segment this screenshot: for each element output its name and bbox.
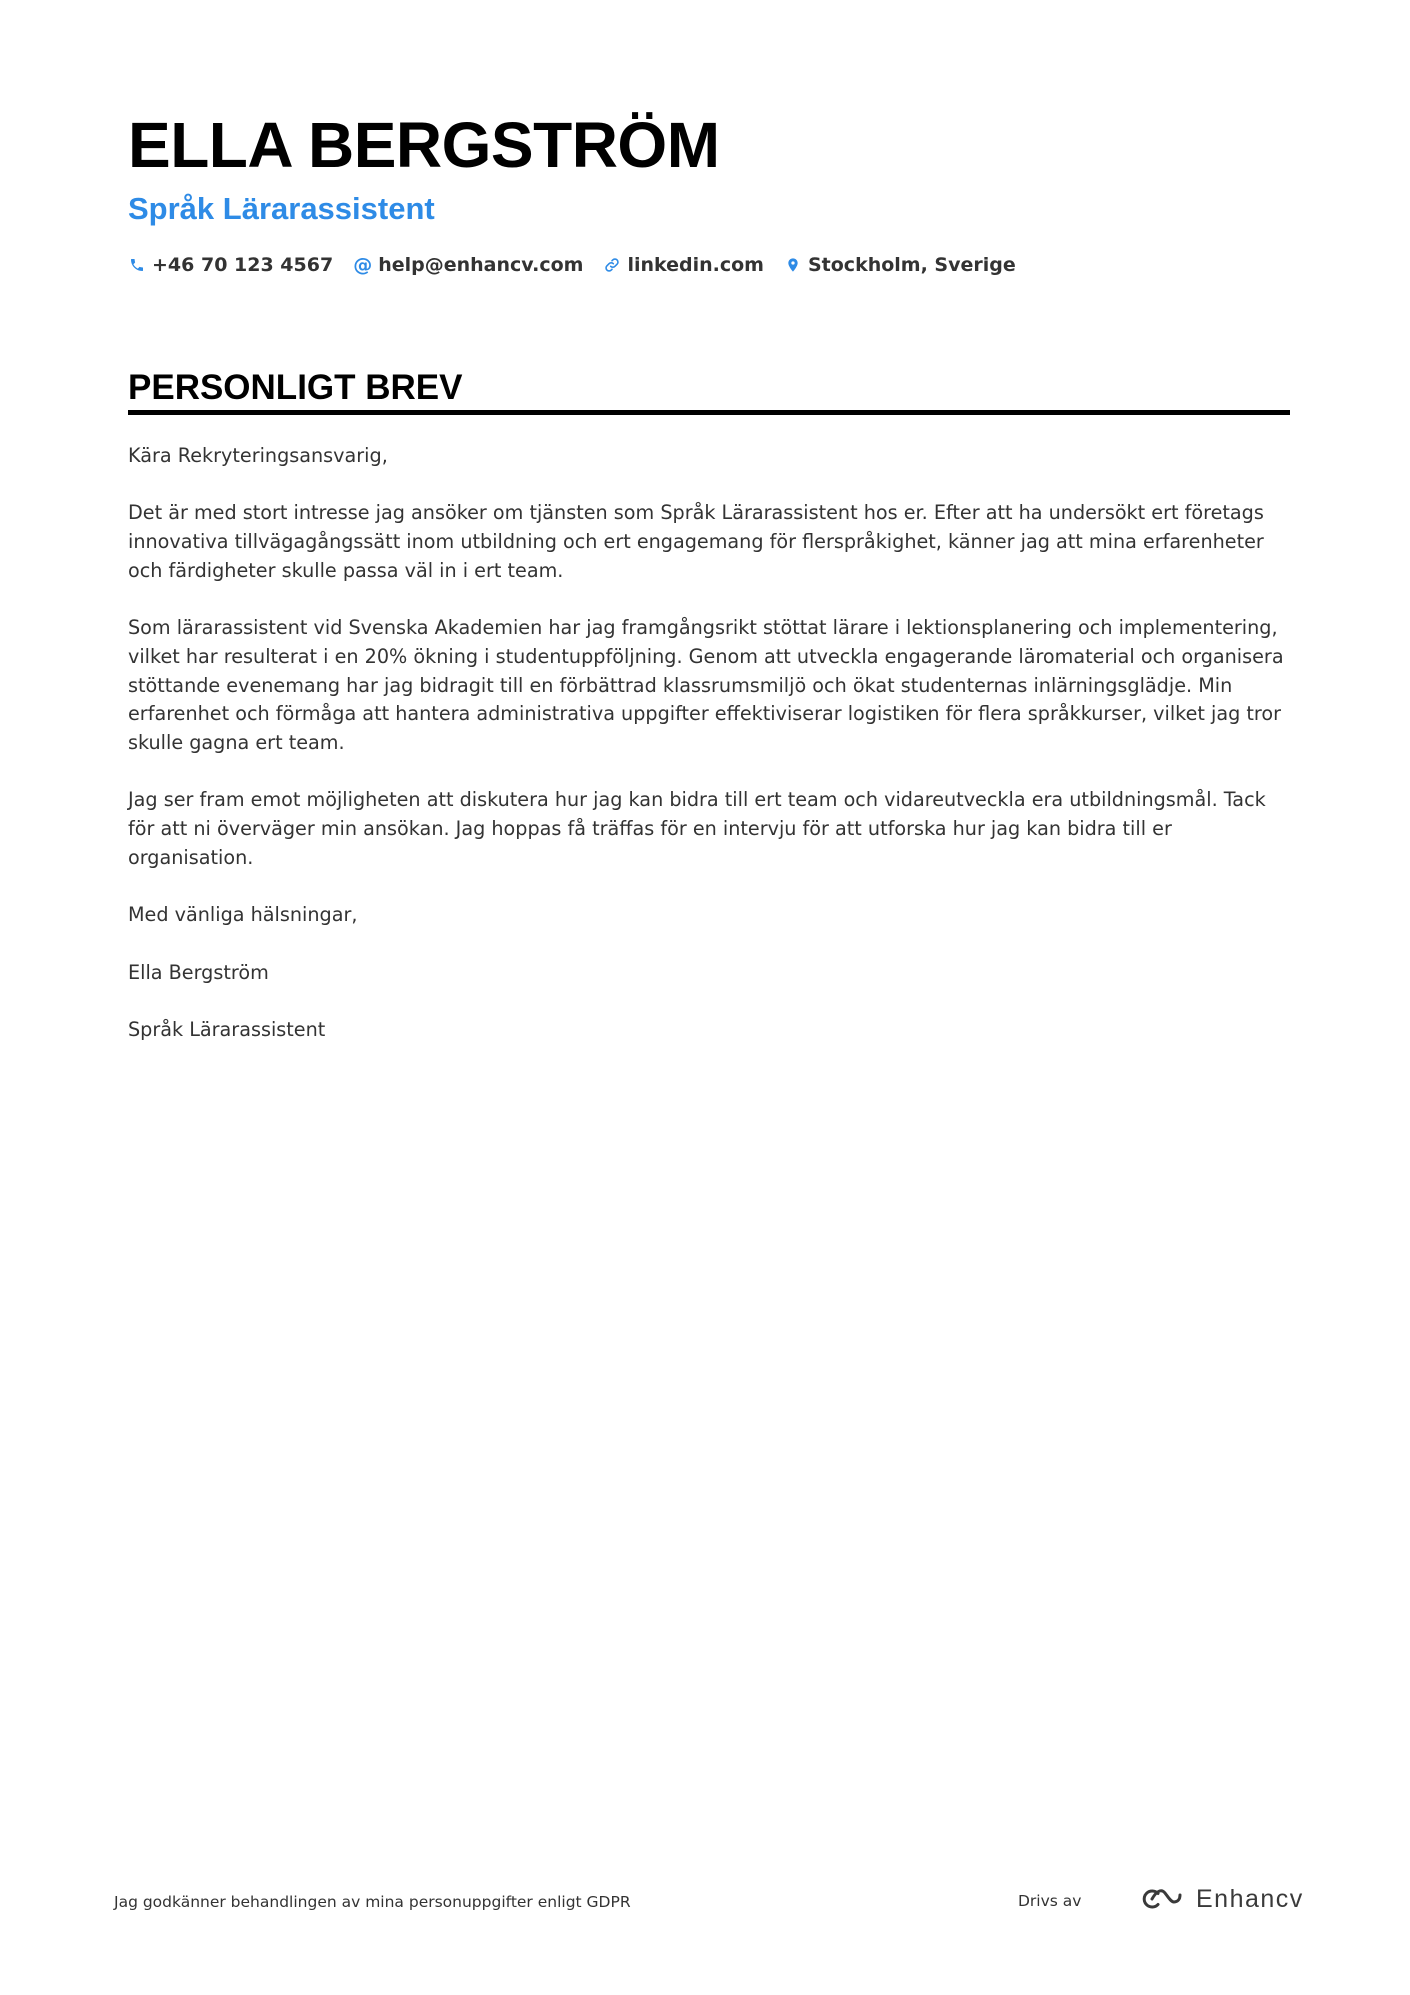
letter-greeting: Kära Rekryteringsansvarig,: [128, 444, 388, 467]
letter-paragraph: Som lärarassistent vid Svenska Akademien har jag framgångsrikt stöttat lärare i lektionsplanering och implementering, vilket har resulterat i en 20% ökning i studentuppföljning. Genom att utveckla engagerande läromaterial och organisera stöttande evenemang har jag bidragit till en förbättrad klassrumsmiljö och ökat studenternas inlärningsglädje. Min erfarenhet och förmåga att hantera administrativa uppgifter effektiviserar logistiken för flera språkkurser, vilket jag tror skulle gagna ert team.: [128, 616, 1284, 754]
letter-paragraph: Det är med stort intresse jag ansöker om tjänsten som Språk Lärarassistent hos er. Efter att ha undersökt ert företags innovativa tillvägagångssätt inom utbildning och ert engagemang för flerspråkighet, känner jag att mina erfarenheter och färdigheter skulle passa väl in i ert team.: [128, 501, 1264, 582]
phone-icon: [128, 256, 146, 274]
contact-email-text: help@enhancv.com: [378, 254, 584, 276]
letter-closing: Med vänliga hälsningar,: [128, 903, 358, 927]
contact-location-text: Stockholm, Sverige: [807, 254, 1016, 276]
contact-website-text: linkedin.com: [627, 254, 764, 276]
candidate-name: ELLA BERGSTRÖM: [128, 109, 720, 181]
section-divider: [128, 410, 1290, 415]
at-icon: @: [353, 254, 373, 276]
powered-by-label: Drivs av: [1018, 1892, 1082, 1910]
contact-bar: [128, 254, 1036, 276]
section-title: PERSONLIGT BREV: [128, 368, 463, 407]
brand-logo[interactable]: [1138, 1884, 1304, 1914]
location-pin-icon: [784, 256, 802, 274]
link-icon: [603, 256, 621, 274]
brand-name: Enhancv: [1196, 1884, 1304, 1913]
signature-name: Ella Bergström: [128, 960, 269, 984]
contact-website[interactable]: [603, 254, 764, 276]
contact-location: [784, 254, 1016, 276]
contact-phone[interactable]: [128, 254, 333, 276]
candidate-job-title: Språk Lärarassistent: [128, 191, 435, 226]
letter-paragraph: Jag ser fram emot möjligheten att diskutera hur jag kan bidra till ert team och vidareutveckla era utbildningsmål. Tack för att ni överväger min ansökan. Jag hoppas få träffas för en intervju för att utforska hur jag kan bidra till er organisation.: [128, 788, 1266, 869]
enhancv-logo-icon: [1138, 1884, 1186, 1914]
signature-title: Språk Lärarassistent: [128, 1017, 326, 1041]
contact-email[interactable]: [353, 254, 583, 276]
contact-phone-text: +46 70 123 4567: [152, 254, 334, 276]
letter-body: [128, 442, 1293, 1073]
gdpr-consent-text: Jag godkänner behandlingen av mina personuppgifter enligt GDPR: [114, 1893, 631, 1911]
